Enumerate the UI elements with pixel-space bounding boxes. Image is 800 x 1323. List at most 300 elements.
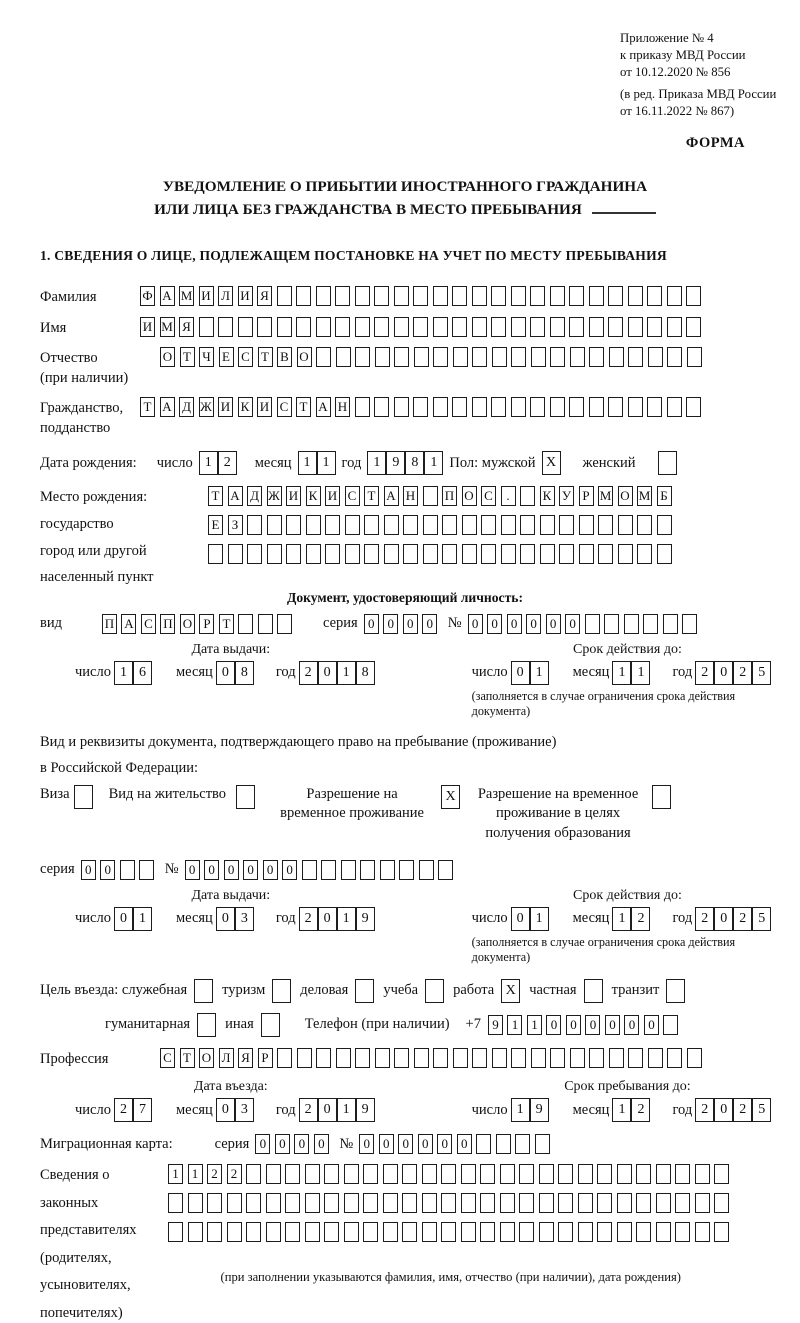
- char-cell[interactable]: [325, 515, 340, 535]
- char-cell[interactable]: [501, 515, 516, 535]
- char-cell[interactable]: [687, 347, 702, 367]
- char-cell[interactable]: 0: [114, 907, 133, 931]
- char-cell[interactable]: [628, 397, 643, 417]
- char-cell[interactable]: 0: [624, 1015, 639, 1035]
- char-cell[interactable]: [425, 979, 444, 1003]
- char-cell[interactable]: [277, 286, 292, 306]
- char-cell[interactable]: Т: [219, 614, 234, 634]
- char-cell[interactable]: [535, 1134, 550, 1154]
- char-cell[interactable]: 1: [530, 661, 549, 685]
- char-cell[interactable]: [168, 1193, 183, 1213]
- char-cell[interactable]: 0: [185, 860, 200, 880]
- char-cell[interactable]: [491, 286, 506, 306]
- char-cell[interactable]: [550, 317, 565, 337]
- visa-checkbox[interactable]: [74, 785, 93, 809]
- char-cell[interactable]: [344, 1222, 359, 1242]
- char-cell[interactable]: [530, 317, 545, 337]
- char-cell[interactable]: 0: [566, 1015, 581, 1035]
- char-cell[interactable]: [617, 1164, 632, 1184]
- char-cell[interactable]: 0: [255, 1134, 270, 1154]
- char-cell[interactable]: [345, 515, 360, 535]
- char-cell[interactable]: 0: [507, 614, 522, 634]
- char-cell[interactable]: Н: [403, 486, 418, 506]
- char-cell[interactable]: [584, 979, 603, 1003]
- char-cell[interactable]: [569, 286, 584, 306]
- char-cell[interactable]: [316, 317, 331, 337]
- purpose-tourism-checkbox[interactable]: [272, 979, 291, 1003]
- char-cell[interactable]: [539, 1222, 554, 1242]
- char-cell[interactable]: И: [218, 397, 233, 417]
- char-cell[interactable]: 0: [204, 860, 219, 880]
- char-cell[interactable]: [188, 1222, 203, 1242]
- birth-month-grid[interactable]: [298, 451, 336, 475]
- char-cell[interactable]: [394, 317, 409, 337]
- char-cell[interactable]: 5: [752, 661, 771, 685]
- char-cell[interactable]: [335, 317, 350, 337]
- char-cell[interactable]: [550, 397, 565, 417]
- char-cell[interactable]: [540, 515, 555, 535]
- char-cell[interactable]: [413, 397, 428, 417]
- char-cell[interactable]: [344, 1164, 359, 1184]
- char-cell[interactable]: [492, 1048, 507, 1068]
- migration-series-grid[interactable]: [255, 1134, 333, 1154]
- char-cell[interactable]: X: [501, 979, 520, 1003]
- residence-number-grid[interactable]: [185, 860, 458, 880]
- char-cell[interactable]: Л: [219, 1048, 234, 1068]
- char-cell[interactable]: [686, 397, 701, 417]
- char-cell[interactable]: 2: [227, 1164, 242, 1184]
- char-cell[interactable]: 0: [379, 1134, 394, 1154]
- char-cell[interactable]: [286, 515, 301, 535]
- purpose-business-checkbox[interactable]: [355, 979, 374, 1003]
- char-cell[interactable]: Д: [179, 397, 194, 417]
- char-cell[interactable]: О: [199, 1048, 214, 1068]
- char-cell[interactable]: [617, 1193, 632, 1213]
- char-cell[interactable]: [383, 1193, 398, 1213]
- char-cell[interactable]: [500, 1222, 515, 1242]
- char-cell[interactable]: Е: [208, 515, 223, 535]
- char-cell[interactable]: [628, 317, 643, 337]
- char-cell[interactable]: К: [540, 486, 555, 506]
- char-cell[interactable]: [500, 1164, 515, 1184]
- char-cell[interactable]: [461, 1193, 476, 1213]
- char-cell[interactable]: [360, 860, 375, 880]
- char-cell[interactable]: [267, 515, 282, 535]
- char-cell[interactable]: [246, 1164, 261, 1184]
- id-valid-month-grid[interactable]: [612, 661, 650, 685]
- char-cell[interactable]: Р: [199, 614, 214, 634]
- char-cell[interactable]: З: [228, 515, 243, 535]
- char-cell[interactable]: Т: [208, 486, 223, 506]
- char-cell[interactable]: 1: [298, 451, 317, 475]
- char-cell[interactable]: 1: [337, 661, 356, 685]
- char-cell[interactable]: М: [160, 317, 175, 337]
- char-cell[interactable]: 0: [605, 1015, 620, 1035]
- char-cell[interactable]: 0: [457, 1134, 472, 1154]
- char-cell[interactable]: [491, 317, 506, 337]
- char-cell[interactable]: 0: [243, 860, 258, 880]
- char-cell[interactable]: [652, 785, 671, 809]
- char-cell[interactable]: С: [277, 397, 292, 417]
- char-cell[interactable]: [325, 544, 340, 564]
- char-cell[interactable]: [375, 347, 390, 367]
- char-cell[interactable]: 0: [526, 614, 541, 634]
- char-cell[interactable]: 0: [100, 860, 115, 880]
- char-cell[interactable]: [258, 614, 273, 634]
- char-cell[interactable]: О: [618, 486, 633, 506]
- char-cell[interactable]: [380, 860, 395, 880]
- char-cell[interactable]: [433, 347, 448, 367]
- char-cell[interactable]: И: [286, 486, 301, 506]
- char-cell[interactable]: Ф: [140, 286, 155, 306]
- char-cell[interactable]: .: [501, 486, 516, 506]
- char-cell[interactable]: [336, 347, 351, 367]
- char-cell[interactable]: А: [316, 397, 331, 417]
- char-cell[interactable]: [364, 515, 379, 535]
- char-cell[interactable]: [519, 1164, 534, 1184]
- char-cell[interactable]: [403, 544, 418, 564]
- char-cell[interactable]: 2: [695, 907, 714, 931]
- char-cell[interactable]: [246, 1222, 261, 1242]
- char-cell[interactable]: [492, 347, 507, 367]
- char-cell[interactable]: С: [238, 347, 253, 367]
- char-cell[interactable]: [520, 544, 535, 564]
- char-cell[interactable]: [324, 1222, 339, 1242]
- char-cell[interactable]: 2: [695, 661, 714, 685]
- char-cell[interactable]: И: [199, 286, 214, 306]
- phone-grid[interactable]: [488, 1015, 683, 1035]
- char-cell[interactable]: 1: [530, 907, 549, 931]
- char-cell[interactable]: Р: [258, 1048, 273, 1068]
- char-cell[interactable]: А: [160, 286, 175, 306]
- representatives-grid-row2[interactable]: [168, 1193, 734, 1213]
- char-cell[interactable]: 9: [356, 907, 375, 931]
- char-cell[interactable]: 9: [530, 1098, 549, 1122]
- char-cell[interactable]: [355, 397, 370, 417]
- char-cell[interactable]: Р: [579, 486, 594, 506]
- char-cell[interactable]: О: [297, 347, 312, 367]
- char-cell[interactable]: [452, 397, 467, 417]
- char-cell[interactable]: [208, 544, 223, 564]
- purpose-official-checkbox[interactable]: [194, 979, 213, 1003]
- char-cell[interactable]: 0: [714, 661, 733, 685]
- char-cell[interactable]: [686, 317, 701, 337]
- char-cell[interactable]: [519, 1222, 534, 1242]
- char-cell[interactable]: [628, 1048, 643, 1068]
- char-cell[interactable]: 0: [546, 614, 561, 634]
- char-cell[interactable]: 0: [294, 1134, 309, 1154]
- char-cell[interactable]: [667, 397, 682, 417]
- char-cell[interactable]: [472, 317, 487, 337]
- char-cell[interactable]: [666, 979, 685, 1003]
- char-cell[interactable]: [120, 860, 135, 880]
- char-cell[interactable]: 6: [133, 661, 152, 685]
- char-cell[interactable]: [472, 1048, 487, 1068]
- char-cell[interactable]: [261, 1013, 280, 1037]
- char-cell[interactable]: [324, 1164, 339, 1184]
- char-cell[interactable]: Л: [218, 286, 233, 306]
- birth-year-grid[interactable]: [367, 451, 443, 475]
- char-cell[interactable]: [511, 286, 526, 306]
- char-cell[interactable]: 0: [383, 614, 398, 634]
- char-cell[interactable]: [383, 1222, 398, 1242]
- char-cell[interactable]: [423, 544, 438, 564]
- char-cell[interactable]: [714, 1164, 729, 1184]
- char-cell[interactable]: X: [542, 451, 561, 475]
- char-cell[interactable]: 5: [752, 907, 771, 931]
- char-cell[interactable]: И: [257, 397, 272, 417]
- char-cell[interactable]: [374, 286, 389, 306]
- char-cell[interactable]: [657, 544, 672, 564]
- representatives-grid-row1[interactable]: [168, 1164, 734, 1184]
- char-cell[interactable]: 1: [367, 451, 386, 475]
- char-cell[interactable]: [296, 317, 311, 337]
- char-cell[interactable]: 2: [299, 661, 318, 685]
- char-cell[interactable]: 0: [487, 614, 502, 634]
- purpose-private-checkbox[interactable]: [584, 979, 603, 1003]
- char-cell[interactable]: [227, 1193, 242, 1213]
- profession-grid[interactable]: [160, 1048, 706, 1068]
- char-cell[interactable]: 2: [114, 1098, 133, 1122]
- char-cell[interactable]: [608, 397, 623, 417]
- char-cell[interactable]: А: [384, 486, 399, 506]
- char-cell[interactable]: Я: [257, 286, 272, 306]
- char-cell[interactable]: [480, 1193, 495, 1213]
- char-cell[interactable]: [452, 317, 467, 337]
- surname-grid[interactable]: [140, 286, 706, 306]
- char-cell[interactable]: [336, 1048, 351, 1068]
- char-cell[interactable]: Я: [179, 317, 194, 337]
- char-cell[interactable]: [374, 397, 389, 417]
- char-cell[interactable]: [569, 397, 584, 417]
- char-cell[interactable]: С: [345, 486, 360, 506]
- char-cell[interactable]: У: [559, 486, 574, 506]
- char-cell[interactable]: 0: [437, 1134, 452, 1154]
- char-cell[interactable]: [531, 347, 546, 367]
- char-cell[interactable]: 2: [218, 451, 237, 475]
- char-cell[interactable]: [363, 1222, 378, 1242]
- temp-residence-edu-checkbox[interactable]: [652, 785, 671, 809]
- char-cell[interactable]: [433, 286, 448, 306]
- char-cell[interactable]: [675, 1222, 690, 1242]
- char-cell[interactable]: [207, 1193, 222, 1213]
- residence-permit-checkbox[interactable]: [236, 785, 255, 809]
- char-cell[interactable]: К: [306, 486, 321, 506]
- char-cell[interactable]: [520, 515, 535, 535]
- char-cell[interactable]: [658, 451, 677, 475]
- char-cell[interactable]: 0: [403, 614, 418, 634]
- char-cell[interactable]: 1: [612, 661, 631, 685]
- char-cell[interactable]: П: [102, 614, 117, 634]
- char-cell[interactable]: [247, 544, 262, 564]
- sex-male-checkbox[interactable]: [542, 451, 561, 475]
- char-cell[interactable]: 5: [752, 1098, 771, 1122]
- char-cell[interactable]: [687, 1048, 702, 1068]
- char-cell[interactable]: [442, 515, 457, 535]
- char-cell[interactable]: [227, 1222, 242, 1242]
- char-cell[interactable]: 0: [511, 661, 530, 685]
- char-cell[interactable]: [394, 397, 409, 417]
- char-cell[interactable]: [481, 544, 496, 564]
- char-cell[interactable]: [570, 347, 585, 367]
- char-cell[interactable]: Т: [258, 347, 273, 367]
- char-cell[interactable]: [246, 1193, 261, 1213]
- stay-month-grid[interactable]: [612, 1098, 650, 1122]
- char-cell[interactable]: [441, 1193, 456, 1213]
- char-cell[interactable]: [604, 614, 619, 634]
- char-cell[interactable]: 3: [235, 1098, 254, 1122]
- char-cell[interactable]: М: [637, 486, 652, 506]
- char-cell[interactable]: Ж: [199, 397, 214, 417]
- char-cell[interactable]: [667, 317, 682, 337]
- char-cell[interactable]: 1: [317, 451, 336, 475]
- char-cell[interactable]: А: [121, 614, 136, 634]
- char-cell[interactable]: О: [180, 614, 195, 634]
- char-cell[interactable]: [570, 1048, 585, 1068]
- char-cell[interactable]: 0: [585, 1015, 600, 1035]
- char-cell[interactable]: [550, 286, 565, 306]
- char-cell[interactable]: [578, 1164, 593, 1184]
- char-cell[interactable]: [441, 1164, 456, 1184]
- char-cell[interactable]: [266, 1222, 281, 1242]
- char-cell[interactable]: [422, 1222, 437, 1242]
- char-cell[interactable]: [355, 286, 370, 306]
- char-cell[interactable]: [472, 347, 487, 367]
- char-cell[interactable]: О: [160, 347, 175, 367]
- char-cell[interactable]: [597, 1222, 612, 1242]
- char-cell[interactable]: [539, 1193, 554, 1213]
- char-cell[interactable]: Т: [296, 397, 311, 417]
- char-cell[interactable]: [598, 515, 613, 535]
- char-cell[interactable]: [285, 1193, 300, 1213]
- char-cell[interactable]: 0: [422, 614, 437, 634]
- char-cell[interactable]: [637, 515, 652, 535]
- char-cell[interactable]: [402, 1222, 417, 1242]
- char-cell[interactable]: 0: [418, 1134, 433, 1154]
- char-cell[interactable]: [472, 397, 487, 417]
- char-cell[interactable]: [285, 1222, 300, 1242]
- char-cell[interactable]: П: [442, 486, 457, 506]
- char-cell[interactable]: 0: [81, 860, 96, 880]
- char-cell[interactable]: [384, 515, 399, 535]
- char-cell[interactable]: 0: [468, 614, 483, 634]
- char-cell[interactable]: [461, 1222, 476, 1242]
- char-cell[interactable]: И: [140, 317, 155, 337]
- char-cell[interactable]: 1: [612, 907, 631, 931]
- char-cell[interactable]: [413, 317, 428, 337]
- char-cell[interactable]: 1: [199, 451, 218, 475]
- residence-issue-day-grid[interactable]: [114, 907, 152, 931]
- char-cell[interactable]: [520, 486, 535, 506]
- char-cell[interactable]: [238, 317, 253, 337]
- char-cell[interactable]: [682, 614, 697, 634]
- char-cell[interactable]: [540, 544, 555, 564]
- char-cell[interactable]: [306, 544, 321, 564]
- char-cell[interactable]: [236, 785, 255, 809]
- char-cell[interactable]: [558, 1222, 573, 1242]
- char-cell[interactable]: [558, 1164, 573, 1184]
- patronymic-grid[interactable]: [160, 347, 706, 367]
- char-cell[interactable]: [667, 347, 682, 367]
- char-cell[interactable]: Б: [657, 486, 672, 506]
- char-cell[interactable]: [636, 1222, 651, 1242]
- char-cell[interactable]: [218, 317, 233, 337]
- char-cell[interactable]: [539, 1164, 554, 1184]
- char-cell[interactable]: [383, 1164, 398, 1184]
- char-cell[interactable]: 1: [631, 661, 650, 685]
- char-cell[interactable]: К: [238, 397, 253, 417]
- char-cell[interactable]: 1: [612, 1098, 631, 1122]
- char-cell[interactable]: [297, 1048, 312, 1068]
- char-cell[interactable]: [636, 1164, 651, 1184]
- char-cell[interactable]: [511, 317, 526, 337]
- char-cell[interactable]: [277, 1048, 292, 1068]
- char-cell[interactable]: [286, 544, 301, 564]
- char-cell[interactable]: [139, 860, 154, 880]
- char-cell[interactable]: [277, 317, 292, 337]
- char-cell[interactable]: 9: [386, 451, 405, 475]
- firstname-grid[interactable]: [140, 317, 706, 337]
- char-cell[interactable]: [335, 286, 350, 306]
- char-cell[interactable]: С: [481, 486, 496, 506]
- char-cell[interactable]: 0: [398, 1134, 413, 1154]
- char-cell[interactable]: [305, 1222, 320, 1242]
- char-cell[interactable]: [663, 1015, 678, 1035]
- char-cell[interactable]: [399, 860, 414, 880]
- char-cell[interactable]: [589, 347, 604, 367]
- char-cell[interactable]: [74, 785, 93, 809]
- char-cell[interactable]: [559, 544, 574, 564]
- id-issue-year-grid[interactable]: [299, 661, 375, 685]
- char-cell[interactable]: [355, 979, 374, 1003]
- char-cell[interactable]: 2: [631, 1098, 650, 1122]
- char-cell[interactable]: [675, 1193, 690, 1213]
- char-cell[interactable]: [656, 1222, 671, 1242]
- char-cell[interactable]: [355, 317, 370, 337]
- char-cell[interactable]: [402, 1164, 417, 1184]
- char-cell[interactable]: [305, 1193, 320, 1213]
- char-cell[interactable]: [579, 515, 594, 535]
- char-cell[interactable]: [585, 614, 600, 634]
- char-cell[interactable]: 2: [631, 907, 650, 931]
- char-cell[interactable]: [442, 544, 457, 564]
- char-cell[interactable]: [608, 286, 623, 306]
- entry-day-grid[interactable]: [114, 1098, 152, 1122]
- char-cell[interactable]: [695, 1193, 710, 1213]
- char-cell[interactable]: [648, 1048, 663, 1068]
- char-cell[interactable]: [589, 397, 604, 417]
- char-cell[interactable]: [384, 544, 399, 564]
- char-cell[interactable]: 0: [714, 907, 733, 931]
- char-cell[interactable]: [578, 1193, 593, 1213]
- char-cell[interactable]: [569, 317, 584, 337]
- char-cell[interactable]: [414, 1048, 429, 1068]
- char-cell[interactable]: [578, 1222, 593, 1242]
- char-cell[interactable]: [355, 347, 370, 367]
- char-cell[interactable]: 7: [133, 1098, 152, 1122]
- char-cell[interactable]: [194, 979, 213, 1003]
- id-issue-day-grid[interactable]: [114, 661, 152, 685]
- purpose-work-checkbox[interactable]: [501, 979, 520, 1003]
- char-cell[interactable]: [324, 1193, 339, 1213]
- char-cell[interactable]: [714, 1222, 729, 1242]
- purpose-transit-checkbox[interactable]: [666, 979, 685, 1003]
- char-cell[interactable]: [647, 397, 662, 417]
- char-cell[interactable]: [402, 1193, 417, 1213]
- char-cell[interactable]: [598, 544, 613, 564]
- char-cell[interactable]: [609, 347, 624, 367]
- char-cell[interactable]: X: [441, 785, 460, 809]
